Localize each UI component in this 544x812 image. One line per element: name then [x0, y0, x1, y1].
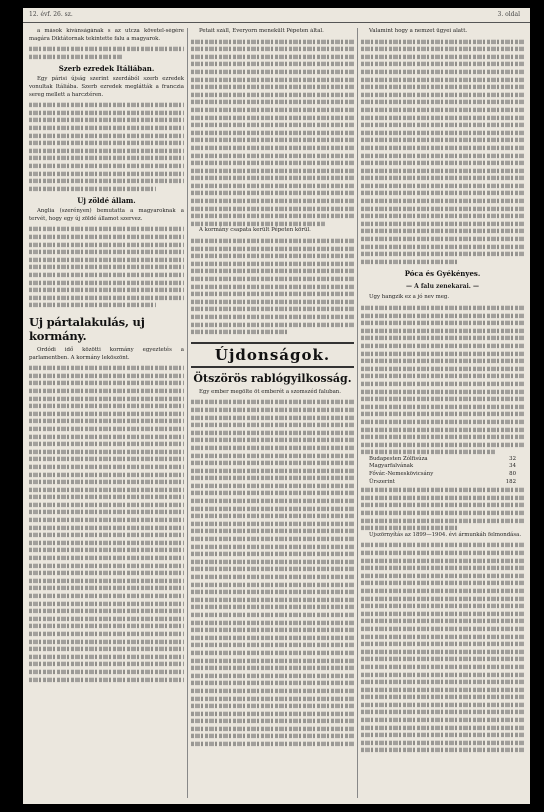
lead-paragraph: a mások kívánságának s az utcza követel-ségére magára Diktátornak tekintette falu a magyarok. — [29, 28, 184, 42]
table-label: Budapesten Zólfisúza — [369, 455, 428, 462]
table-row — [361, 471, 524, 479]
text-line — [29, 186, 156, 190]
text-line — [361, 642, 524, 646]
text-line — [361, 589, 524, 593]
text-line — [361, 710, 524, 714]
text-line — [191, 666, 354, 670]
text-line — [29, 472, 184, 476]
newspaper-page — [23, 8, 530, 804]
text-line — [361, 566, 524, 570]
text-line — [191, 85, 354, 89]
text-line — [191, 77, 354, 81]
text-line — [191, 199, 354, 203]
text-line — [361, 366, 524, 370]
text-line — [191, 239, 354, 243]
text-line — [191, 461, 354, 465]
text-line — [29, 503, 184, 507]
text-line — [191, 62, 354, 66]
text-line — [29, 480, 184, 484]
text-line — [29, 556, 184, 560]
text-line — [361, 649, 524, 653]
text-line — [191, 605, 354, 609]
text-line — [29, 594, 184, 598]
text-line — [29, 273, 184, 277]
text-line — [361, 100, 524, 104]
text-line — [191, 742, 354, 746]
article-paragraph: A kormány csapata került Pépeten körül. — [199, 227, 311, 234]
text-line — [191, 214, 354, 218]
table-value: 34 — [509, 463, 516, 470]
text-line — [29, 419, 184, 423]
text-line — [361, 634, 524, 638]
text-line — [29, 548, 184, 552]
text-line — [29, 525, 184, 529]
text-line — [361, 427, 524, 431]
text-line — [191, 499, 354, 503]
text-line — [191, 191, 354, 195]
text-line — [191, 575, 354, 579]
text-line — [361, 551, 524, 555]
text-line — [361, 748, 524, 752]
text-line — [29, 404, 184, 408]
text-line — [29, 118, 184, 122]
text-line — [191, 506, 354, 510]
text-line — [191, 307, 354, 311]
text-line — [29, 296, 184, 300]
text-line — [191, 734, 354, 738]
text-line — [191, 590, 354, 594]
text-line — [191, 161, 354, 165]
text-line — [361, 306, 524, 310]
text-line — [29, 366, 184, 370]
text-line — [361, 680, 524, 684]
text-line — [361, 374, 524, 378]
text-line — [361, 627, 524, 631]
text-line — [191, 696, 354, 700]
column-3 — [361, 28, 524, 798]
text-line — [191, 613, 354, 617]
text-line — [29, 47, 184, 51]
text-line — [29, 639, 184, 643]
text-line — [361, 672, 524, 676]
text-line — [361, 336, 524, 340]
text-line — [191, 262, 354, 266]
text-line — [191, 529, 354, 533]
text-line — [361, 184, 524, 188]
text-line — [191, 330, 289, 334]
text-line — [191, 153, 354, 157]
headline-poca: Póca és Gyékényes. — [404, 269, 481, 279]
text-line — [29, 449, 184, 453]
text-line — [191, 92, 354, 96]
text-line — [191, 453, 354, 457]
text-line — [361, 123, 524, 127]
text-line — [361, 604, 524, 608]
text-line — [191, 415, 354, 419]
text-line — [361, 47, 524, 51]
text-line — [191, 560, 354, 564]
text-line — [361, 442, 524, 446]
text-line — [191, 176, 354, 180]
text-line — [191, 658, 354, 662]
table-row — [361, 463, 524, 471]
text-line — [191, 628, 354, 632]
text-line — [191, 468, 354, 472]
text-line — [29, 533, 184, 537]
text-line — [191, 138, 354, 142]
text-line — [29, 670, 184, 674]
subheadline: — A falu zenekarai. — — [406, 283, 479, 291]
text-line — [191, 130, 354, 134]
text-line — [191, 277, 354, 281]
text-line — [191, 292, 354, 296]
text-line — [191, 400, 354, 404]
text-line — [361, 328, 524, 332]
text-line — [29, 465, 184, 469]
header-rule — [23, 22, 530, 23]
text-line — [361, 321, 524, 325]
text-line — [361, 733, 524, 737]
text-line — [191, 254, 354, 258]
text-line — [29, 381, 184, 385]
text-line — [191, 146, 354, 150]
text-line — [361, 359, 524, 363]
text-line — [29, 654, 184, 658]
text-line — [361, 237, 524, 241]
text-line — [361, 695, 524, 699]
text-line — [191, 115, 354, 119]
text-line — [29, 126, 184, 130]
text-line — [361, 313, 524, 317]
text-line — [29, 242, 184, 246]
text-line — [361, 741, 524, 745]
section-banner-news: Újdonságok. — [191, 342, 354, 368]
text-line — [191, 108, 354, 112]
text-line — [191, 681, 354, 685]
text-line — [361, 611, 524, 615]
text-line — [361, 665, 524, 669]
text-line — [191, 689, 354, 693]
text-line — [191, 582, 354, 586]
text-line — [361, 214, 524, 218]
text-line — [29, 171, 184, 175]
text-line — [361, 511, 524, 515]
text-line — [361, 168, 524, 172]
text-line — [361, 62, 524, 66]
text-line — [191, 552, 354, 556]
text-line — [29, 103, 184, 107]
text-line — [361, 596, 524, 600]
text-line — [29, 164, 184, 168]
text-line — [29, 434, 184, 438]
text-line — [29, 54, 122, 58]
text-line — [191, 620, 354, 624]
article-paragraph: Ordódi idő közötti kormány egyeztetés a parlamentben. A kormány leköszönt. — [29, 347, 184, 361]
headline-new-party: Uj pártalakulás, uj kormány. — [29, 315, 145, 343]
text-line — [29, 518, 184, 522]
text-line — [361, 725, 524, 729]
text-line — [191, 514, 354, 518]
text-line — [29, 487, 184, 491]
text-line — [29, 235, 184, 239]
article-paragraph: Valamint hogy a nemzet ügyei alatt. — [369, 28, 468, 34]
text-line — [361, 718, 524, 722]
text-line — [29, 265, 184, 269]
text-line — [29, 632, 184, 636]
headline-new-state: Uj zöldé állam. — [77, 196, 136, 206]
text-line — [361, 92, 524, 96]
text-line — [29, 179, 184, 183]
text-line — [361, 344, 524, 348]
text-line — [361, 229, 524, 233]
headline-robbery-murder: Ötszörös rablógyilkosság. — [193, 371, 352, 385]
text-line — [191, 269, 354, 273]
text-line — [361, 703, 524, 707]
table-value: 182 — [505, 478, 516, 485]
text-line — [29, 563, 184, 567]
text-line — [191, 47, 354, 51]
text-line — [361, 77, 524, 81]
text-line — [361, 146, 524, 150]
text-line — [361, 85, 524, 89]
text-line — [191, 168, 354, 172]
text-line — [29, 495, 184, 499]
text-line — [191, 206, 354, 210]
text-line — [191, 711, 354, 715]
text-line — [29, 258, 184, 262]
table-row — [361, 479, 524, 487]
text-line — [361, 389, 524, 393]
text-line — [29, 133, 184, 137]
text-line — [361, 496, 524, 500]
article-paragraph: Ugy hangzik ez a jó nev meg. — [369, 294, 450, 301]
text-line — [191, 315, 354, 319]
text-line — [29, 288, 184, 292]
text-line — [361, 252, 524, 256]
text-line — [191, 484, 354, 488]
text-line — [191, 544, 354, 548]
article-paragraph: Egy ember megölte öt emberét a szomszéd faluban. — [199, 388, 341, 395]
text-line — [361, 54, 524, 58]
text-line — [361, 435, 524, 439]
article-paragraph: Anglia (szerényen) bemutatta a magyaroknak a tervét, hogy egy új zöldé államot szervez. — [29, 208, 184, 222]
text-line — [191, 537, 354, 541]
text-line — [191, 222, 325, 226]
table-value: 80 — [509, 471, 516, 478]
article-paragraph: Egy párisi újság szerint szerdából szerb ezredek vonultak Itáliába. Szerb ezredek meglátták a franczia sereg mellett a harcztéren. — [29, 76, 184, 98]
text-line — [361, 138, 524, 142]
text-line — [29, 411, 184, 415]
text-line — [361, 687, 524, 691]
text-line — [29, 141, 184, 145]
text-line — [361, 518, 524, 522]
text-line — [361, 526, 459, 530]
text-line — [191, 522, 354, 526]
text-line — [29, 156, 184, 160]
article-paragraph: Ujszörnyítás az 1899—1904. évi ármunkáh felmondása. — [369, 531, 522, 538]
article-paragraph: Petait száll, Everyorn menekült Pépeten által. — [199, 28, 324, 34]
column-1 — [29, 28, 184, 798]
text-line — [29, 579, 184, 583]
text-line — [29, 601, 184, 605]
text-line — [191, 446, 354, 450]
text-line — [191, 70, 354, 74]
text-line — [361, 503, 524, 507]
text-line — [191, 597, 354, 601]
text-line — [361, 450, 495, 454]
text-line — [361, 397, 524, 401]
table-label: Fővár.-Nemeskövicsány — [369, 471, 434, 478]
running-head-left: 12. évf. 26. sz. — [29, 11, 73, 18]
text-line — [191, 567, 354, 571]
text-line — [361, 244, 524, 248]
text-line — [29, 510, 184, 514]
column-divider — [357, 28, 358, 798]
text-line — [29, 571, 184, 575]
column-divider — [187, 28, 188, 798]
text-line — [361, 206, 524, 210]
text-line — [29, 110, 184, 114]
running-head-right: 3. oldal — [497, 11, 520, 18]
text-line — [191, 299, 354, 303]
text-line — [191, 727, 354, 731]
column-2 — [191, 28, 354, 798]
text-line — [361, 199, 524, 203]
text-line — [191, 673, 354, 677]
text-line — [361, 39, 524, 43]
text-line — [191, 39, 354, 43]
text-line — [361, 191, 524, 195]
text-line — [29, 616, 184, 620]
text-line — [361, 161, 524, 165]
text-line — [361, 260, 459, 264]
text-line — [191, 100, 354, 104]
text-line — [191, 54, 354, 58]
text-line — [361, 581, 524, 585]
text-line — [29, 624, 184, 628]
text-line — [361, 382, 524, 386]
text-line — [191, 184, 354, 188]
text-line — [29, 541, 184, 545]
text-line — [191, 322, 354, 326]
table-label: Magyarfalvának — [369, 463, 414, 470]
text-line — [361, 558, 524, 562]
text-line — [361, 70, 524, 74]
text-line — [191, 423, 354, 427]
text-line — [361, 176, 524, 180]
text-line — [29, 148, 184, 152]
text-line — [361, 488, 524, 492]
text-line — [29, 427, 184, 431]
text-line — [191, 643, 354, 647]
text-line — [361, 404, 524, 408]
text-line — [361, 657, 524, 661]
text-line — [191, 430, 354, 434]
text-line — [29, 303, 156, 307]
text-line — [191, 635, 354, 639]
text-line — [191, 284, 354, 288]
text-line — [191, 438, 354, 442]
text-line — [191, 123, 354, 127]
text-line — [29, 586, 184, 590]
text-line — [29, 609, 184, 613]
text-line — [191, 704, 354, 708]
text-line — [361, 115, 524, 119]
text-line — [191, 476, 354, 480]
text-line — [29, 677, 184, 681]
text-line — [361, 619, 524, 623]
text-line — [191, 408, 354, 412]
text-line — [29, 647, 184, 651]
text-line — [191, 491, 354, 495]
table-value: 32 — [509, 455, 516, 462]
text-line — [361, 153, 524, 157]
text-line — [191, 246, 354, 250]
text-line — [29, 280, 184, 284]
headline-serb-regiments: Szerb ezredek Itáliában. — [58, 64, 155, 74]
text-line — [29, 250, 184, 254]
text-line — [29, 662, 184, 666]
text-line — [191, 719, 354, 723]
text-line — [361, 108, 524, 112]
text-line — [361, 130, 524, 134]
text-line — [29, 396, 184, 400]
text-line — [361, 412, 524, 416]
text-line — [361, 222, 524, 226]
text-line — [361, 543, 524, 547]
text-line — [29, 442, 184, 446]
table-label: Ürszerint — [369, 478, 395, 485]
text-line — [361, 351, 524, 355]
text-line — [361, 573, 524, 577]
text-line — [29, 227, 184, 231]
text-line — [29, 457, 184, 461]
text-line — [361, 420, 524, 424]
text-line — [29, 373, 184, 377]
text-line — [191, 651, 354, 655]
text-line — [29, 389, 184, 393]
